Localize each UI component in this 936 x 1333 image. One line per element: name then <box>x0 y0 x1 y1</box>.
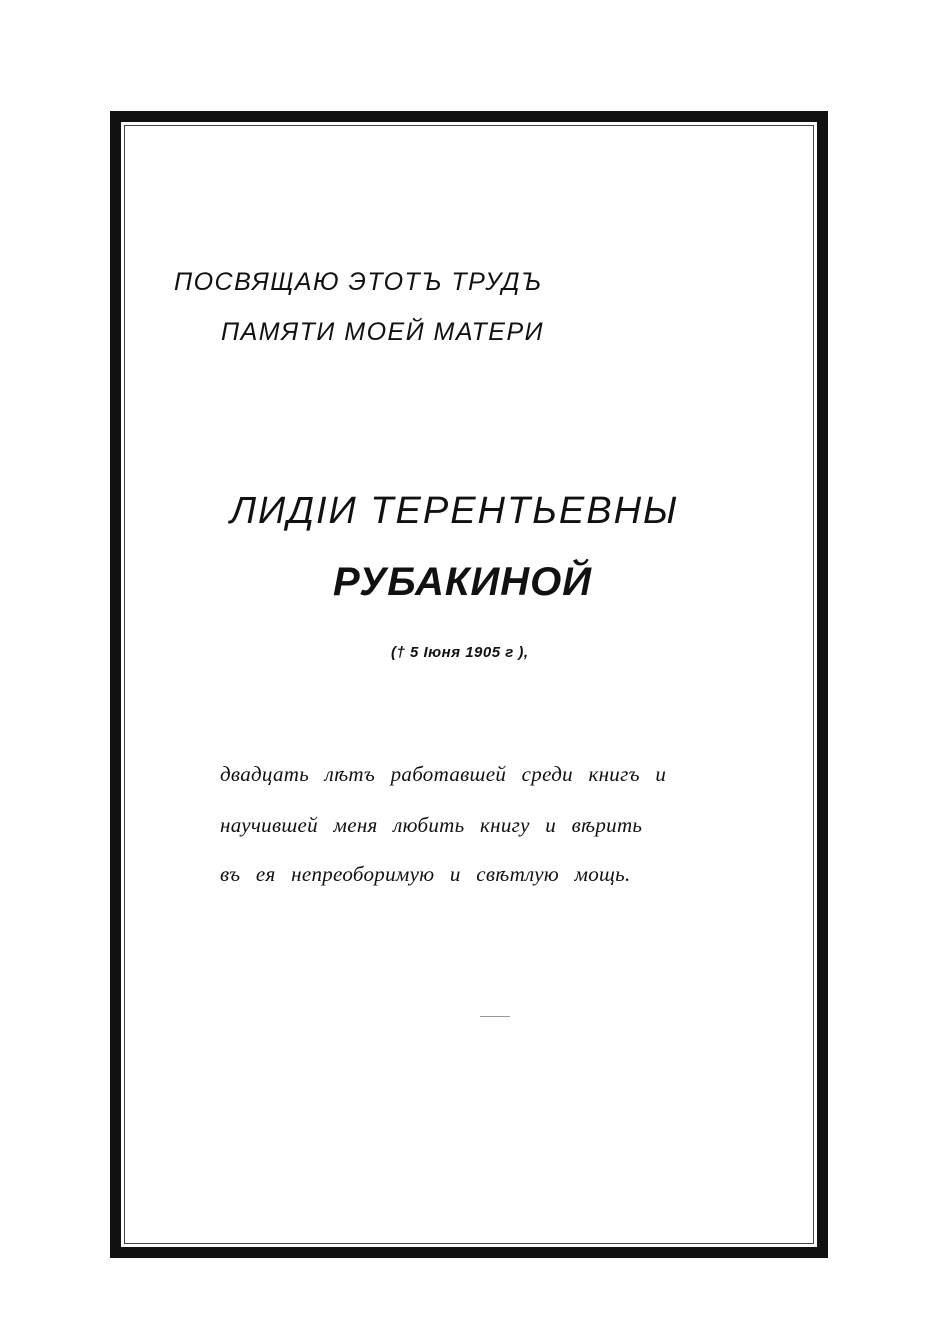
dedication-line-1: ПОСВЯЩАЮ ЭТОТЪ ТРУДЪ <box>174 268 543 296</box>
honoree-name: ЛИДIИ ТЕРЕНТЬЕВНЫ <box>230 490 679 532</box>
tribute-line-1: двадцать лѣтъ работавшей среди книгъ и <box>220 762 667 786</box>
dedication-line-2: ПАМЯТИ МОЕЙ МАТЕРИ <box>221 318 545 346</box>
print-speck <box>480 1016 510 1017</box>
honoree-surname: РУБАКИНОЙ <box>333 560 593 604</box>
tribute-line-2: научившей меня любить книгу и вѣрить <box>220 813 643 837</box>
honoree-death-date: († 5 Iюня 1905 г ), <box>391 644 529 661</box>
tribute-line-3: въ ея непреоборимую и свѣтлую мощь. <box>220 862 631 886</box>
